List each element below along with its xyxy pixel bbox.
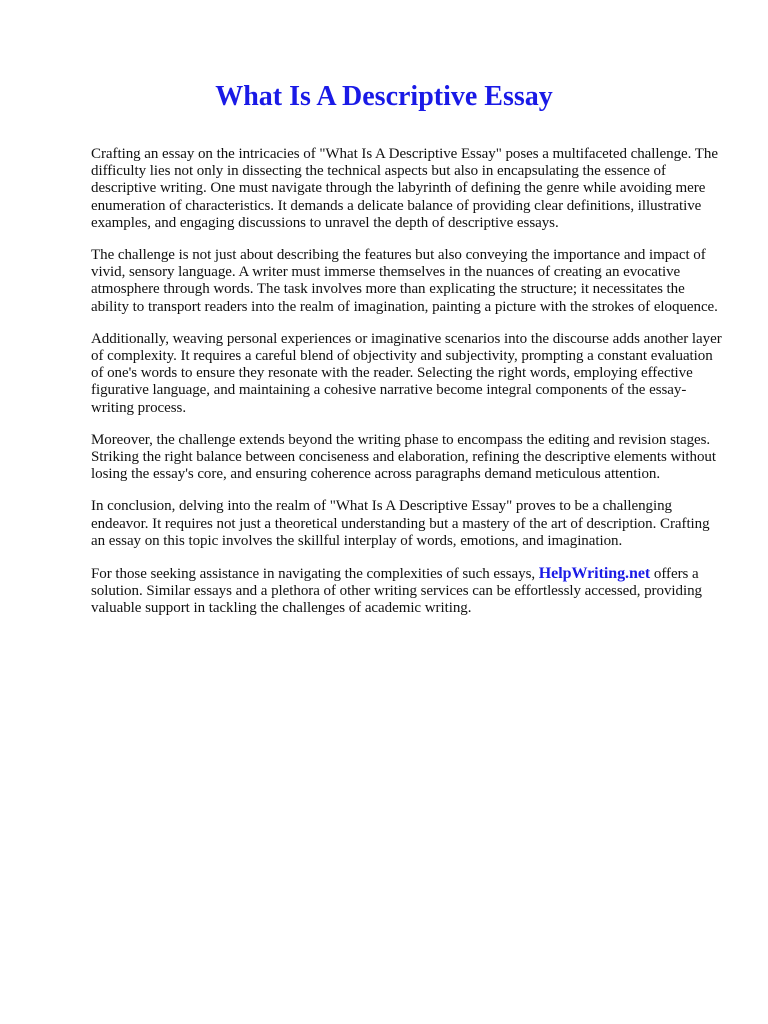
- paragraph-6-intro: For those seeking assistance in navigating the complexities of such essays,: [91, 566, 539, 583]
- helpwriting-link[interactable]: HelpWriting.net: [538, 565, 651, 583]
- paragraph-6-outro: offers a solution. Similar essays and a plethora of other writing services can be effortlessly accessed, providing valuable support in tackling the challenges of academic writing.: [91, 566, 702, 617]
- paragraph-5: In conclusion, delving into the realm of "What Is A Descriptive Essay" proves to be a challenging endeavor. It requires not just a theoretical understanding but a mastery of the art of description. Crafting an essay on this topic involves the skillful interplay of words, emotions, and imagination.: [91, 498, 710, 549]
- paragraph-1: Crafting an essay on the intricacies of "What Is A Descriptive Essay" poses a multifaceted challenge. The difficulty lies not only in dissecting the technical aspects but also in encapsulating the essence of descriptive writing. One must navigate through the labyrinth of defining the genre while avoiding mere enumeration of characteristics. It demands a delicate balance of providing clear definitions, illustrative examples, and engaging discussions to unravel the depth of descriptive essays.: [91, 146, 718, 231]
- paragraph-3: Additionally, weaving personal experiences or imaginative scenarios into the discourse adds another layer of complexity. It requires a careful blend of objectivity and subjectivity, prompting a constant evaluation of one's words to ensure they resonate with the reader. Selecting the right words, employing effective figurative language, and maintaining a cohesive narrative become integral components of the essay-writing process.: [91, 330, 722, 416]
- paragraph-6: [91, 565, 723, 618]
- paragraph-2: The challenge is not just about describing the features but also conveying the importance and impact of vivid, sensory language. A writer must immerse themselves in the nuances of creating an evocative atmosphere through words. The task involves more than explicating the structure; it necessitates the ability to transport readers into the realm of imagination, painting a picture with the strokes of eloquence.: [91, 247, 718, 315]
- paragraph-4: Moreover, the challenge extends beyond the writing phase to encompass the editing and revision stages. Striking the right balance between conciseness and elaboration, refining the descriptive elements without losing the essay's core, and ensuring coherence across paragraphs demand meticulous attention.: [91, 431, 716, 483]
- document-title: What Is A Descriptive Essay: [215, 81, 553, 112]
- document-body: [91, 146, 723, 633]
